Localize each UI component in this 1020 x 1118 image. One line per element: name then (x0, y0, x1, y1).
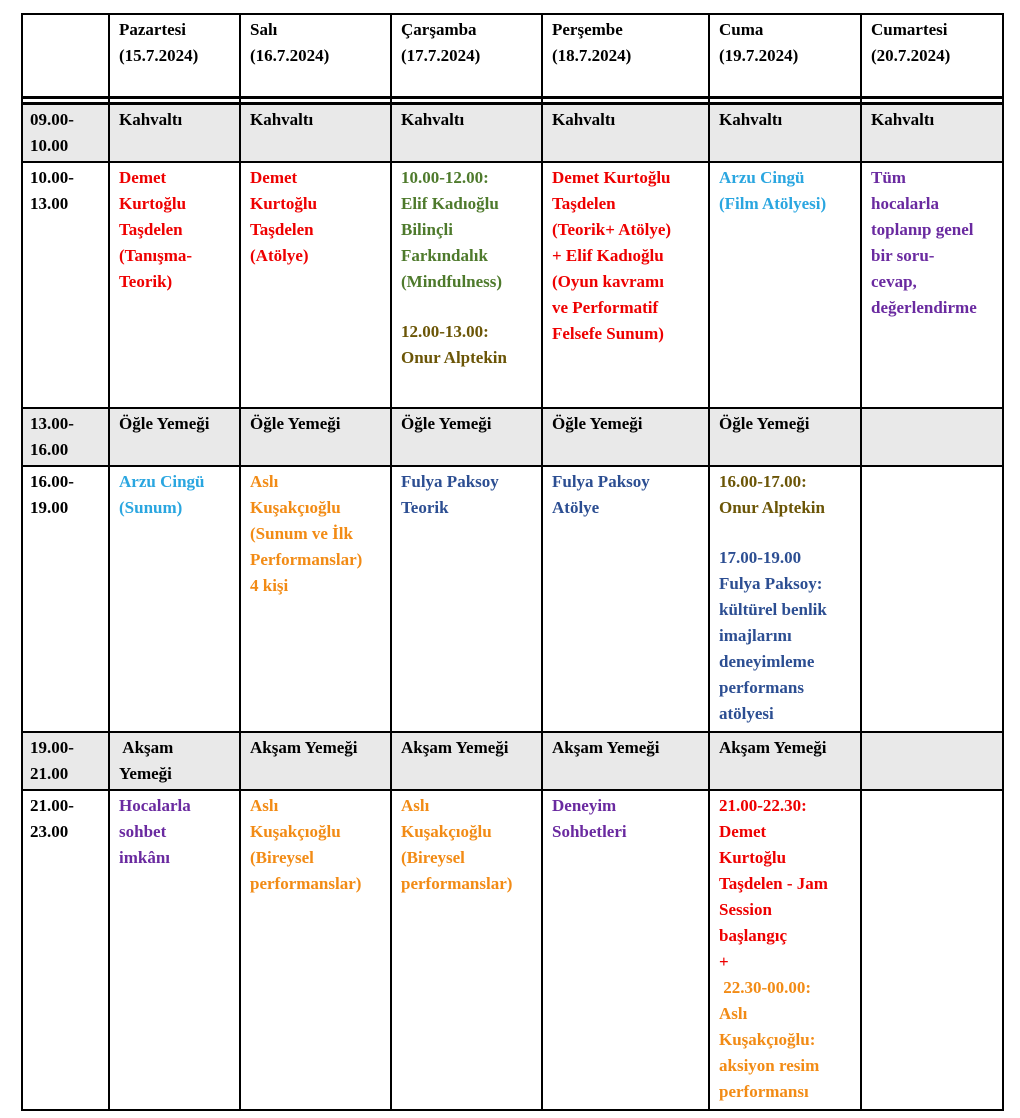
schedule-cell (709, 162, 861, 408)
cell-text: Onur Alptekin (401, 347, 507, 367)
cell-text: Akşam (119, 737, 174, 757)
schedule-cell (709, 732, 861, 790)
schedule-cell (542, 103, 709, 162)
cell-text: (Bireysel (250, 847, 314, 867)
cell-text: Performanslar) (250, 549, 363, 569)
time-cell (22, 408, 109, 466)
cell-text: performanslar) (401, 873, 513, 893)
cell-text: cevap, (871, 271, 917, 291)
cell-text: Aslı (250, 471, 279, 491)
cell-text: Kahvaltı (552, 109, 616, 129)
cell-text: imkânı (119, 847, 171, 867)
cell-text: (Sunum ve İlk (250, 523, 353, 543)
cell-text: Teorik) (119, 271, 173, 291)
cell-text: Kuşakçıoğlu: (719, 1029, 816, 1049)
cell-text: Kurtoğlu (719, 847, 787, 867)
cell-text: (Bireysel (401, 847, 465, 867)
block-gap (401, 295, 537, 319)
schedule-cell (861, 103, 1003, 162)
cell-text: 16.00-17.00: (719, 471, 807, 491)
cell-text: 16.00 (30, 439, 69, 459)
cell-text: Fulya Paksoy (552, 471, 650, 491)
cell-text: 23.00 (30, 821, 69, 841)
cell-text: hocalarla (871, 193, 939, 213)
time-cell (22, 790, 109, 1110)
schedule-cell (391, 466, 542, 732)
day-header: Salı (16.7.2024) (240, 14, 391, 97)
cell-text: Elif Kadıoğlu (401, 193, 499, 213)
cell-text: (Sunum) (119, 497, 183, 517)
cell-text: (Teorik+ Atölye) (552, 219, 672, 239)
cell-text: 22.30-00.00: (719, 977, 812, 997)
cell-text: 21.00-22.30: (719, 795, 807, 815)
cell-text: + Elif Kadıoğlu (552, 245, 664, 265)
cell-text: 21.00 (30, 763, 69, 783)
schedule-cell (109, 466, 240, 732)
cell-text: 19.00 (30, 497, 69, 517)
schedule-cell (240, 162, 391, 408)
cell-text: 09.00- (30, 109, 74, 129)
cell-text: 10.00- (30, 167, 74, 187)
cell-text: 21.00- (30, 795, 74, 815)
cell-text: 10.00-12.00: (401, 167, 489, 187)
cell-text: Akşam Yemeği (401, 737, 509, 757)
cell-text: 13.00 (30, 193, 69, 213)
schedule-cell (109, 103, 240, 162)
cell-text: Öğle Yemeği (119, 413, 210, 433)
corner-cell (22, 14, 109, 97)
schedule-cell (542, 790, 709, 1110)
cell-text: performans (719, 677, 804, 697)
block-gap (719, 521, 856, 545)
cell-text: Kahvaltı (871, 109, 935, 129)
cell-text: Akşam Yemeği (250, 737, 358, 757)
cell-text: Taşdelen (552, 193, 616, 213)
cell-text: değerlendirme (871, 297, 977, 317)
schedule-cell (240, 790, 391, 1110)
cell-text: atölyesi (719, 703, 774, 723)
cell-text: 10.00 (30, 135, 69, 155)
cell-text: Taşdelen (119, 219, 183, 239)
schedule-cell (109, 790, 240, 1110)
cell-text: Kuşakçıoğlu (250, 497, 341, 517)
cell-text: 4 kişi (250, 575, 289, 595)
cell-text: Yemeği (119, 763, 172, 783)
cell-text: imajlarını (719, 625, 792, 645)
cell-text: 12.00-13.00: (401, 321, 489, 341)
cell-text: Deneyim (552, 795, 617, 815)
cell-text: aksiyon resim (719, 1055, 820, 1075)
cell-text: Akşam Yemeği (552, 737, 660, 757)
schedule-cell (861, 790, 1003, 1110)
cell-text: Aslı (250, 795, 279, 815)
cell-text: Taşdelen - Jam (719, 873, 828, 893)
day-header: Perşembe (18.7.2024) (542, 14, 709, 97)
cell-text: Taşdelen (250, 219, 314, 239)
cell-text: Arzu Cingü (719, 167, 805, 187)
cell-text: Kahvaltı (401, 109, 465, 129)
cell-text: toplanıp genel (871, 219, 974, 239)
cell-text: Kuşakçıoğlu (401, 821, 492, 841)
schedule-cell (391, 162, 542, 408)
schedule-cell (709, 408, 861, 466)
cell-text: Teorik (401, 497, 449, 517)
cell-text: 19.00- (30, 737, 74, 757)
schedule-cell (861, 162, 1003, 408)
time-cell (22, 732, 109, 790)
schedule-cell (391, 790, 542, 1110)
schedule-cell (391, 732, 542, 790)
cell-text: Arzu Cingü (119, 471, 205, 491)
time-cell (22, 162, 109, 408)
cell-text: ve Performatif (552, 297, 659, 317)
schedule-cell (709, 790, 861, 1110)
cell-text: Demet (719, 821, 767, 841)
schedule-cell (861, 732, 1003, 790)
time-cell (22, 466, 109, 732)
time-slot-row (22, 162, 1003, 408)
cell-text: 16.00- (30, 471, 74, 491)
schedule-cell (391, 103, 542, 162)
schedule-cell (542, 732, 709, 790)
cell-text: Demet (119, 167, 167, 187)
time-slot-row (22, 466, 1003, 732)
time-slot-row (22, 732, 1003, 790)
cell-text: Öğle Yemeği (719, 413, 810, 433)
schedule-cell (861, 466, 1003, 732)
cell-text: Session (719, 899, 772, 919)
schedule-cell (240, 103, 391, 162)
cell-text: Kahvaltı (119, 109, 183, 129)
cell-text: Kurtoğlu (119, 193, 187, 213)
schedule-cell (542, 162, 709, 408)
day-header: Cuma (19.7.2024) (709, 14, 861, 97)
schedule-cell (542, 408, 709, 466)
time-cell (22, 103, 109, 162)
cell-text: Akşam Yemeği (719, 737, 827, 757)
cell-text: Felsefe Sunum) (552, 323, 664, 343)
schedule-cell (109, 162, 240, 408)
schedule-cell (391, 408, 542, 466)
day-header: Pazartesi (15.7.2024) (109, 14, 240, 97)
cell-text: deneyimleme (719, 651, 815, 671)
cell-text: Sohbetleri (552, 821, 627, 841)
cell-text: Farkındalık (401, 245, 488, 265)
day-header: Çarşamba (17.7.2024) (391, 14, 542, 97)
cell-text: Fulya Paksoy: (719, 573, 823, 593)
cell-text: bir soru- (871, 245, 935, 265)
cell-text: Demet Kurtoğlu (552, 167, 671, 187)
schedule-table (21, 13, 1004, 1111)
cell-text: (Mindfulness) (401, 271, 503, 291)
cell-text: Fulya Paksoy (401, 471, 499, 491)
cell-text: Kahvaltı (719, 109, 783, 129)
cell-text: Atölye (552, 497, 600, 517)
cell-text: kültürel benlik (719, 599, 827, 619)
cell-text: başlangıç (719, 925, 788, 945)
cell-text: 17.00-19.00 (719, 547, 802, 567)
cell-text: Aslı (401, 795, 430, 815)
schedule-cell (542, 466, 709, 732)
cell-text: Tüm (871, 167, 906, 187)
cell-text: Kahvaltı (250, 109, 314, 129)
schedule-cell (709, 466, 861, 732)
cell-text: Aslı (719, 1003, 748, 1023)
cell-text: Onur Alptekin (719, 497, 825, 517)
time-slot-row (22, 790, 1003, 1110)
cell-text: (Atölye) (250, 245, 309, 265)
cell-text: Bilinçli (401, 219, 453, 239)
day-header: Cumartesi (20.7.2024) (861, 14, 1003, 97)
cell-text: Demet (250, 167, 298, 187)
cell-text: Öğle Yemeği (250, 413, 341, 433)
schedule-cell (109, 732, 240, 790)
cell-text: (Oyun kavramı (552, 271, 664, 291)
cell-text: Öğle Yemeği (552, 413, 643, 433)
schedule-cell (240, 732, 391, 790)
cell-text: Kurtoğlu (250, 193, 318, 213)
cell-text: + (719, 951, 729, 971)
cell-text: (Film Atölyesi) (719, 193, 827, 213)
schedule-cell (709, 103, 861, 162)
cell-text: performanslar) (250, 873, 362, 893)
schedule-cell (861, 408, 1003, 466)
schedule-cell (240, 466, 391, 732)
schedule-body (22, 14, 1003, 1110)
cell-text: (Tanışma- (119, 245, 193, 265)
cell-text: Hocalarla (119, 795, 191, 815)
cell-text: performansı (719, 1081, 809, 1101)
time-slot-row (22, 103, 1003, 162)
time-slot-row (22, 408, 1003, 466)
cell-text: 13.00- (30, 413, 74, 433)
schedule-cell (240, 408, 391, 466)
cell-text: Kuşakçıoğlu (250, 821, 341, 841)
cell-text: Öğle Yemeği (401, 413, 492, 433)
schedule-cell (109, 408, 240, 466)
cell-text: sohbet (119, 821, 167, 841)
header-row (22, 14, 1003, 97)
